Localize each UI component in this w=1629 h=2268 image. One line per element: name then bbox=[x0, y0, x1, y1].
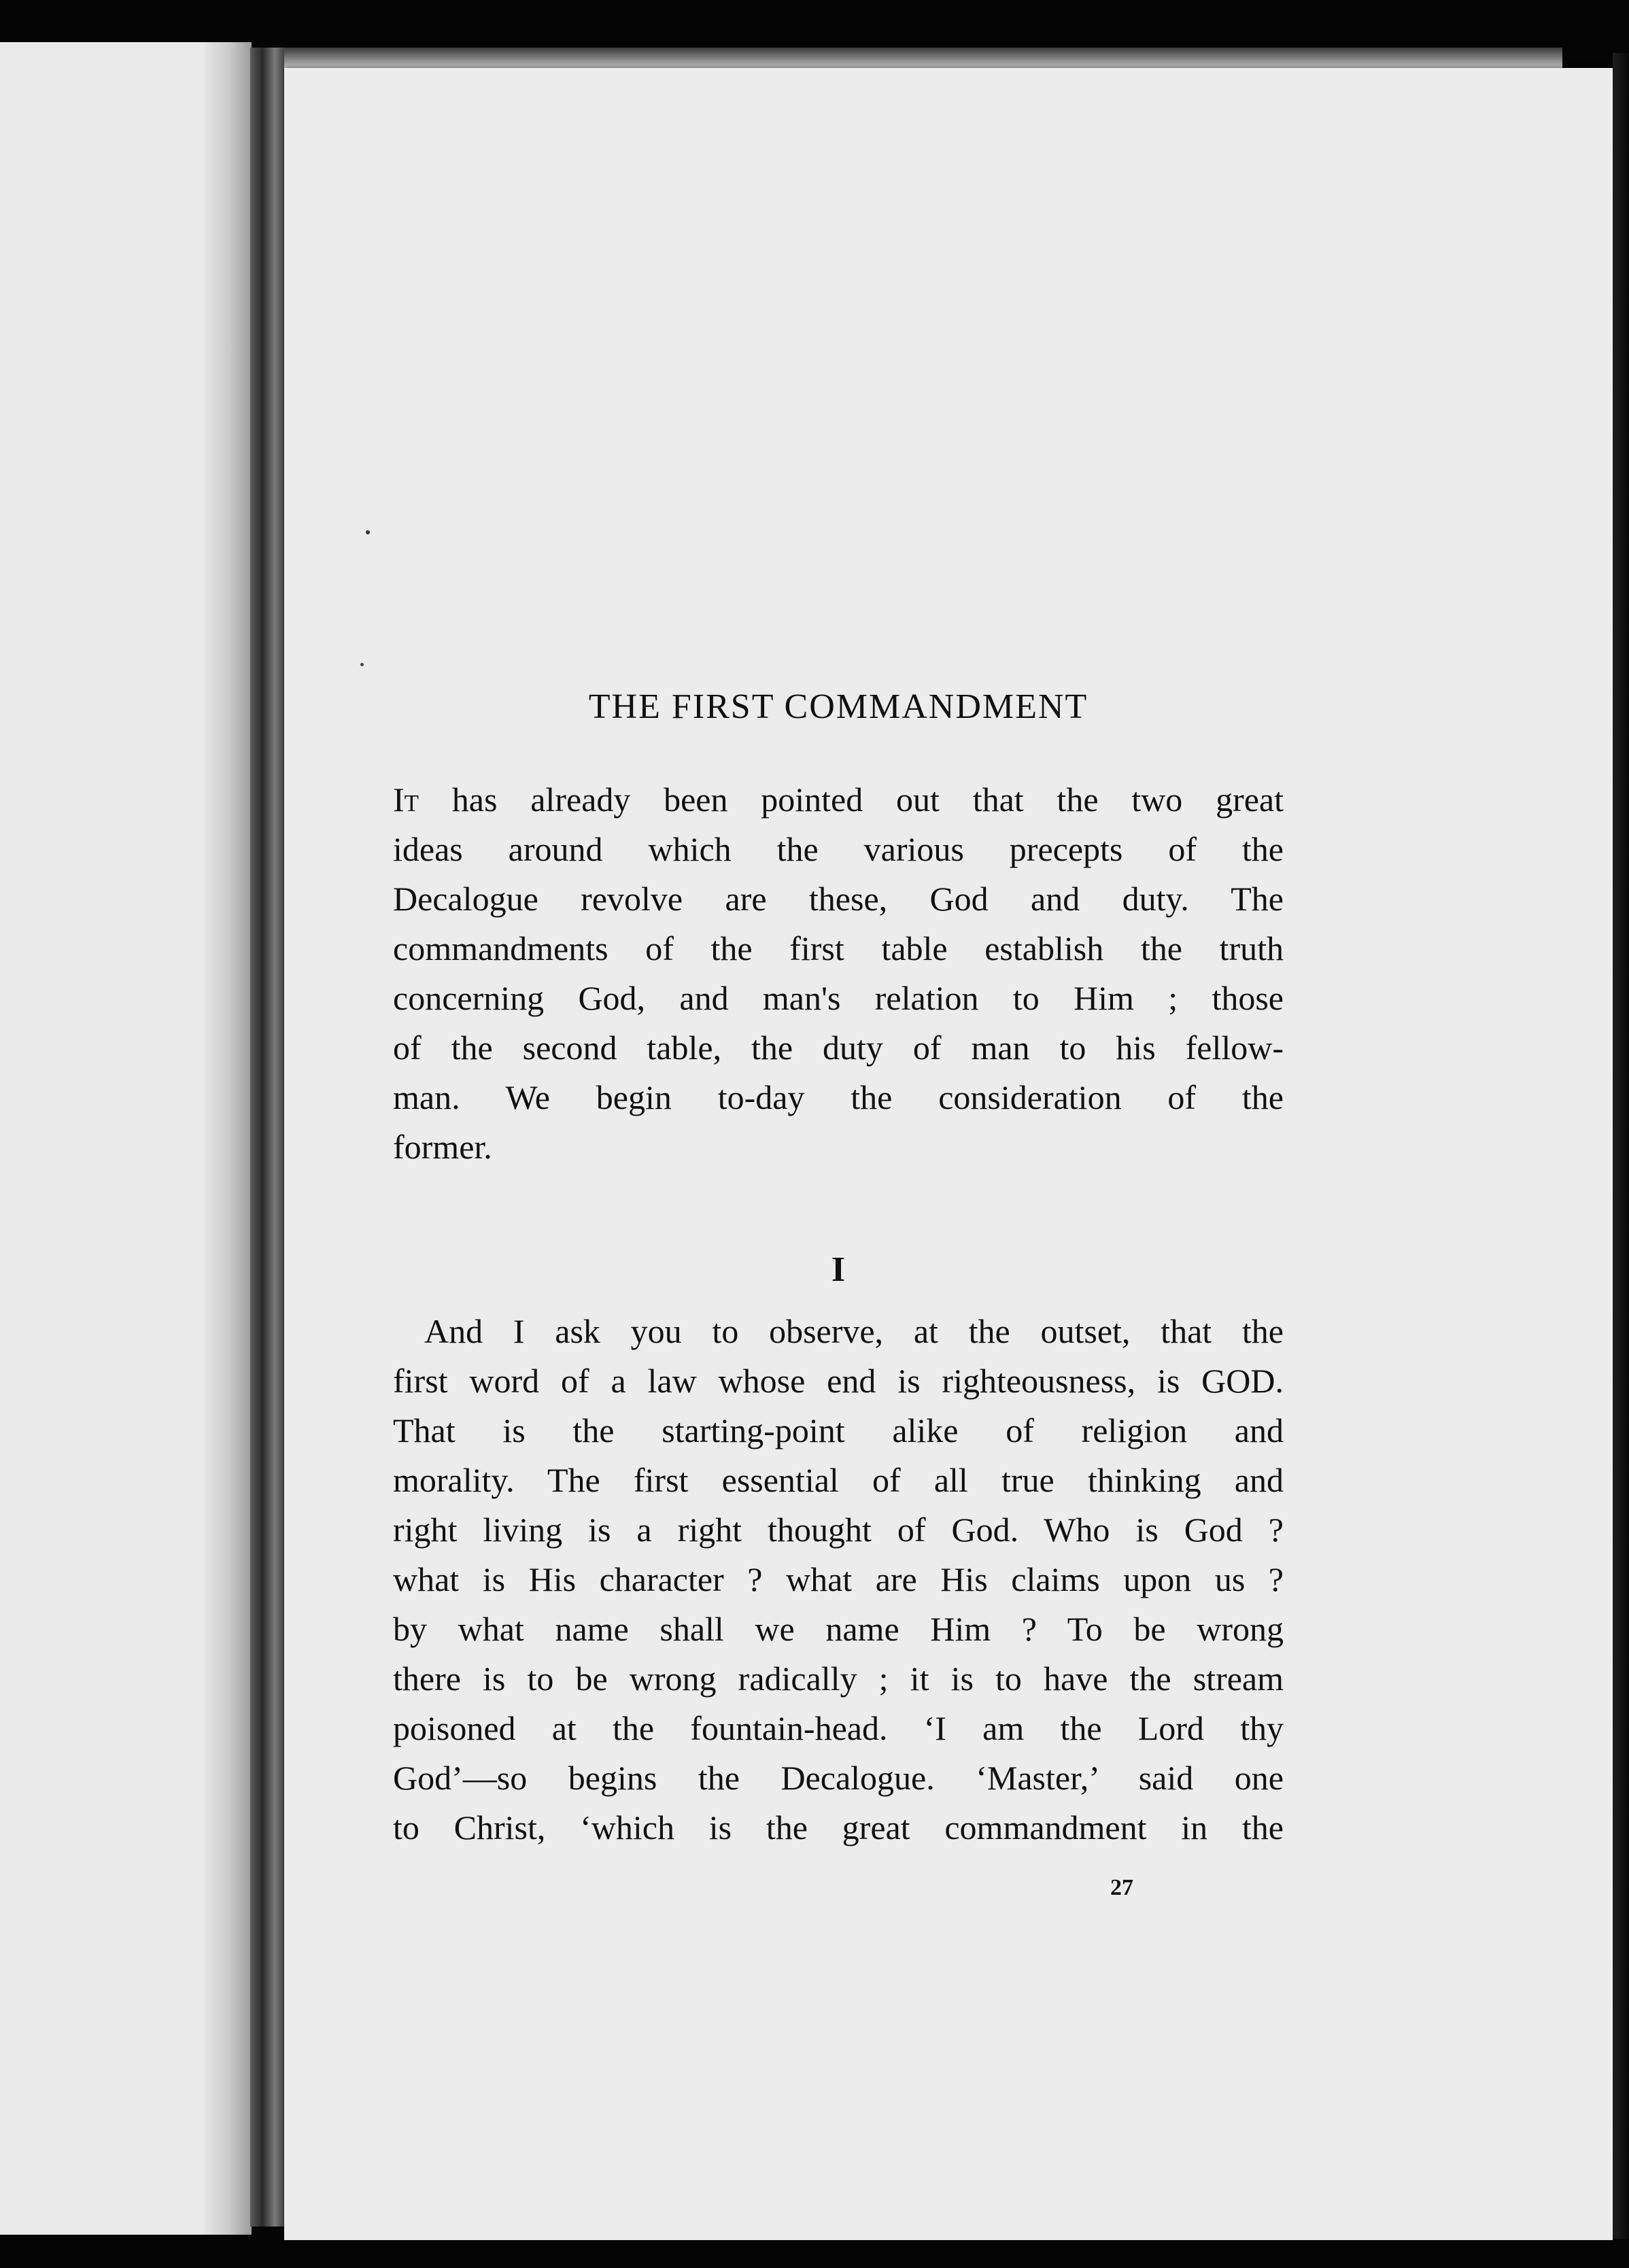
paragraph-2-line-9: poisoned at the fountain-head. ‘I am the Lord thy bbox=[393, 1709, 1284, 1747]
paragraph-2-line-10: God’—so begins the Decalogue. ‘Master,’ said one bbox=[393, 1759, 1284, 1797]
page-top-edge bbox=[284, 48, 1562, 71]
paragraph-2-line-6: what is His character ? what are His claims upon us ? bbox=[393, 1560, 1284, 1598]
paragraph-2-line-1: And I ask you to observe, at the outset, that the bbox=[424, 1312, 1284, 1350]
paragraph-2-line-3: That is the starting-point alike of religion and bbox=[393, 1411, 1284, 1449]
paragraph-2-line-4: morality. The first essential of all true thinking and bbox=[393, 1461, 1284, 1499]
chapter-heading: THE FIRST COMMANDMENT bbox=[588, 687, 1088, 726]
paragraph-2-line-8: there is to be wrong radically ; it is to have the stream bbox=[393, 1660, 1284, 1698]
facing-page-shadow bbox=[204, 42, 252, 2235]
paragraph-1-line-5: concerning God, and man's relation to Him ; those bbox=[393, 979, 1284, 1017]
section-number: I bbox=[831, 1250, 846, 1289]
page-number: 27 bbox=[1110, 1875, 1133, 1900]
paragraph-1-line-6: of the second table, the duty of man to his fellow- bbox=[393, 1029, 1284, 1067]
specks bbox=[366, 530, 370, 534]
page-right-edge bbox=[1613, 53, 1629, 2239]
paragraph-2-line-11: to Christ, ‘which is the great commandment in the bbox=[393, 1808, 1284, 1846]
paragraph-1 bbox=[393, 775, 1284, 1172]
specks-2 bbox=[360, 663, 364, 666]
paragraph-2-line-2: first word of a law whose end is righteousness, is GOD. bbox=[393, 1362, 1284, 1400]
paragraph-1-line-2: ideas around which the various precepts of the bbox=[393, 830, 1284, 868]
paragraph-2-line-5: right living is a right thought of God. Who is God ? bbox=[393, 1511, 1284, 1549]
lead-word: It bbox=[393, 780, 419, 819]
paragraph-1-line-4: commandments of the first table establish the truth bbox=[393, 929, 1284, 967]
paragraph-2 bbox=[393, 1307, 1284, 1853]
paragraph-1-line-7: man. We begin to-day the consideration of the bbox=[393, 1078, 1284, 1116]
paragraph-1-line-3: Decalogue revolve are these, God and duty. The bbox=[393, 880, 1284, 918]
paragraph-1-line-8: former. bbox=[393, 1128, 492, 1166]
paragraph-2-line-7: by what name shall we name Him ? To be wrong bbox=[393, 1610, 1284, 1648]
book-gutter bbox=[250, 48, 286, 2227]
line-text: has already been pointed out that the two great bbox=[419, 780, 1284, 819]
paragraph-1-line-1 bbox=[393, 775, 1284, 825]
